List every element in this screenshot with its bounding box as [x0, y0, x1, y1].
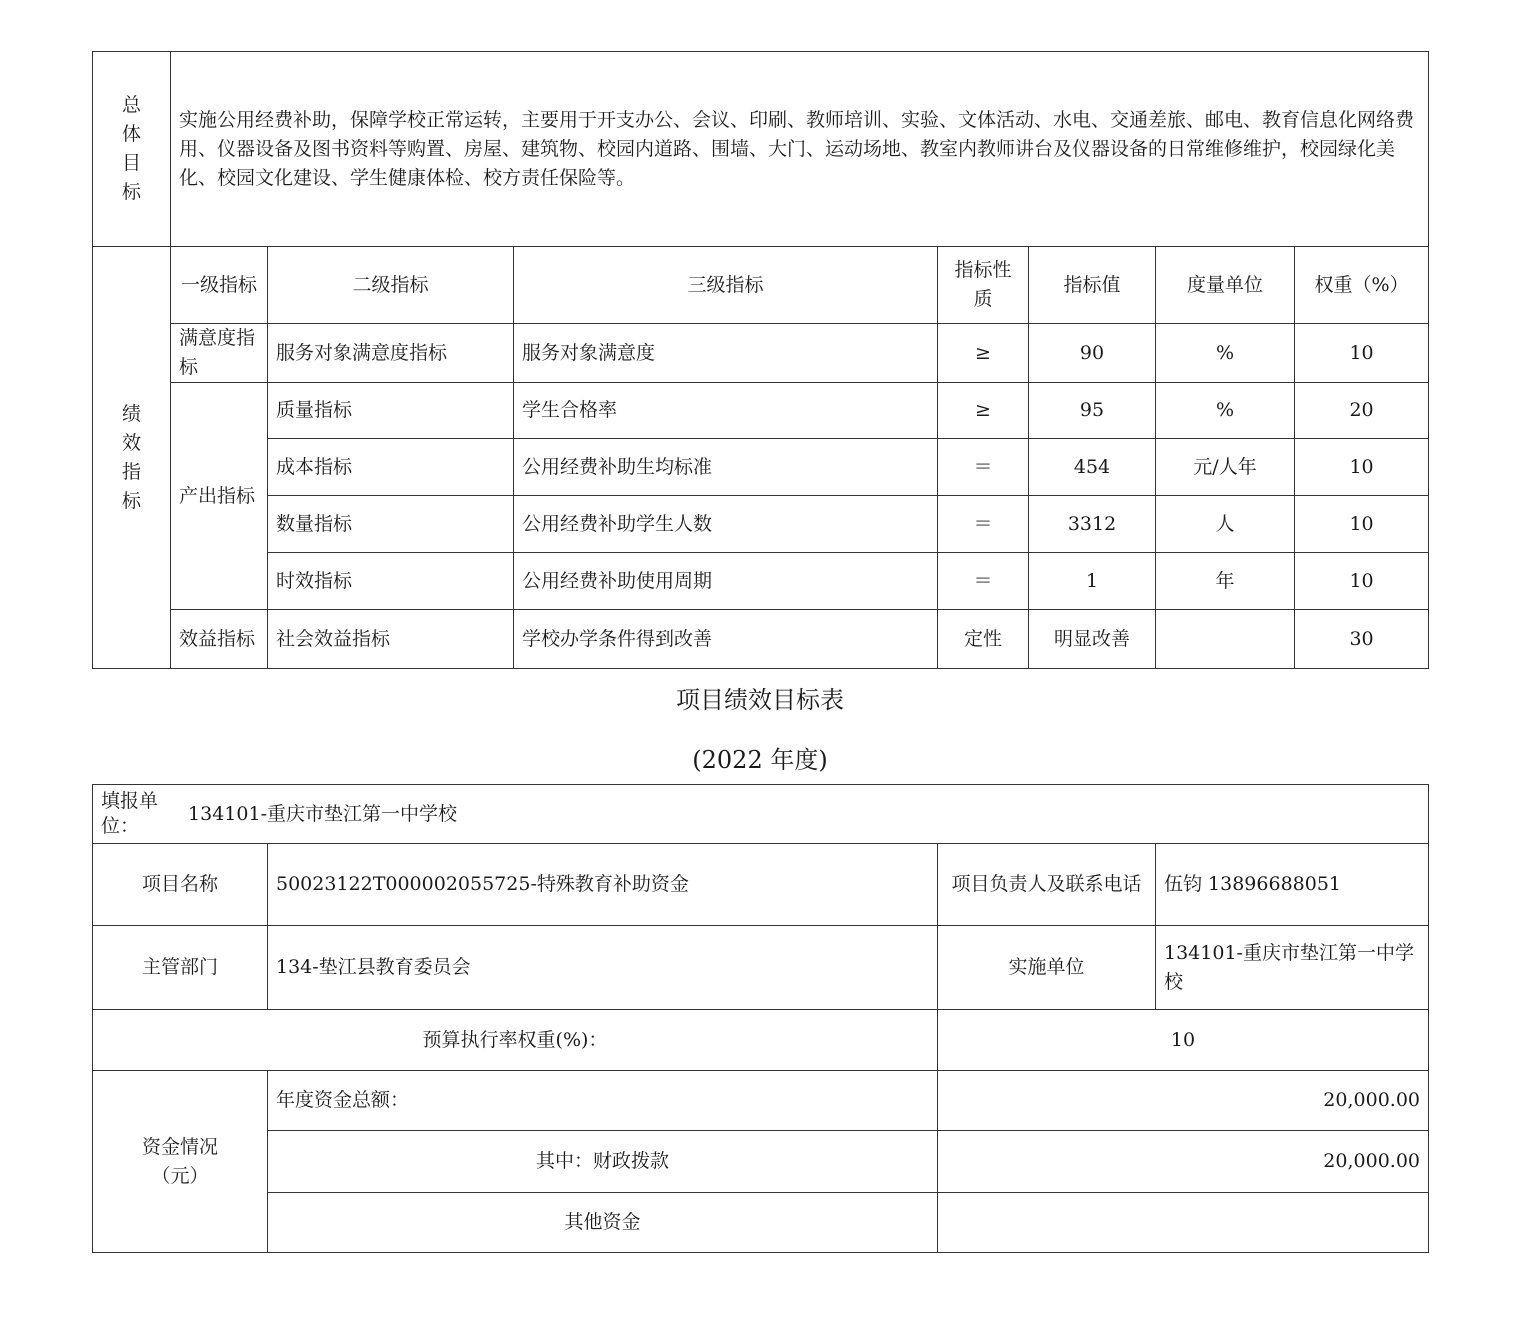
annual-total-value: 20,000.00: [938, 1071, 1429, 1131]
reporter-value: 134101-重庆市垫江第一中学校: [188, 802, 457, 825]
manager-value: 伍钧 13896688051: [1156, 844, 1429, 926]
unit-cell: 人: [1156, 496, 1295, 553]
table-row: [93, 439, 1429, 496]
impl-label: 实施单位: [938, 926, 1156, 1010]
weight-cell: 10: [1295, 439, 1429, 496]
annual-total-label: 年度资金总额：: [268, 1071, 938, 1131]
project-name-value: 50023122T000002055725-特殊教育补助资金: [268, 844, 938, 926]
header-unit: 度量单位: [1156, 247, 1295, 324]
form-title: 项目绩效目标表: [676, 686, 844, 714]
level3-cell: 公用经费补助使用周期: [514, 553, 938, 610]
value-cell: 95: [1029, 383, 1156, 439]
table-row: [93, 496, 1429, 553]
manager-label: 项目负责人及联系电话: [938, 844, 1156, 926]
impl-value: 134101-重庆市垫江第一中学校: [1156, 926, 1429, 1010]
weight-cell: 30: [1295, 610, 1429, 669]
unit-cell: [1156, 610, 1295, 669]
level3-cell: 公用经费补助生均标准: [514, 439, 938, 496]
level2-cell: 时效指标: [268, 553, 514, 610]
other-funds-value: [938, 1193, 1429, 1253]
unit-cell: %: [1156, 324, 1295, 383]
reporter-label: 填报单位：: [101, 790, 159, 837]
unit-cell: 元/人年: [1156, 439, 1295, 496]
header-weight: 权重（%）: [1295, 247, 1429, 324]
indicators-label: 绩效指标: [93, 247, 171, 669]
weight-cell: 10: [1295, 324, 1429, 383]
dept-value: 134-垫江县教育委员会: [268, 926, 938, 1010]
form-year: (2022 年度): [692, 746, 828, 774]
header-level1: 一级指标: [171, 247, 268, 324]
weight-cell: 10: [1295, 496, 1429, 553]
nature-cell: ＝: [938, 439, 1029, 496]
weight-cell: 20: [1295, 383, 1429, 439]
header-value: 指标值: [1029, 247, 1156, 324]
nature-cell: ＝: [938, 496, 1029, 553]
fiscal-value: 20,000.00: [938, 1131, 1429, 1193]
header-level2: 二级指标: [268, 247, 514, 324]
header-nature: 指标性质: [938, 247, 1029, 324]
nature-cell: ≥: [938, 324, 1029, 383]
level2-cell: 服务对象满意度指标: [268, 324, 514, 383]
unit-cell: 年: [1156, 553, 1295, 610]
funds-label: 资金情况（元）: [93, 1071, 268, 1253]
level2-cell: 成本指标: [268, 439, 514, 496]
value-cell: 90: [1029, 324, 1156, 383]
level2-cell: 质量指标: [268, 383, 514, 439]
nature-cell: 定性: [938, 610, 1029, 669]
performance-indicator-table: [92, 51, 1429, 669]
level2-cell: 社会效益指标: [268, 610, 514, 669]
level1-output: 产出指标: [171, 383, 268, 610]
table-row: [93, 383, 1429, 439]
value-cell: 1: [1029, 553, 1156, 610]
level3-cell: 学生合格率: [514, 383, 938, 439]
project-name-label: 项目名称: [93, 844, 268, 926]
nature-cell: ＝: [938, 553, 1029, 610]
budget-rate-label: 预算执行率权重(%)：: [93, 1010, 938, 1071]
level2-cell: 数量指标: [268, 496, 514, 553]
table-row: [93, 553, 1429, 610]
budget-rate-value: 10: [938, 1010, 1429, 1071]
overall-goal-label: 总体目标: [93, 52, 171, 247]
unit-cell: %: [1156, 383, 1295, 439]
value-cell: 明显改善: [1029, 610, 1156, 669]
value-cell: 3312: [1029, 496, 1156, 553]
dept-label: 主管部门: [93, 926, 268, 1010]
nature-cell: ≥: [938, 383, 1029, 439]
level1-benefit: 效益指标: [171, 610, 268, 669]
level3-cell: 学校办学条件得到改善: [514, 610, 938, 669]
overall-goal-text: 实施公用经费补助，保障学校正常运转，主要用于开支办公、会议、印刷、教师培训、实验、文体活动、水电、交通差旅、邮电、教育信息化网络费用、仪器设备及图书资料等购置、房屋、建筑物、校园内道路、围墙、大门、运动场地、教室内教师讲台及仪器设备的日常维修维护，校园绿化美化、校园文化建设、学生健康体检、校方责任保险等。: [171, 52, 1429, 247]
header-level3: 三级指标: [514, 247, 938, 324]
table-row: [93, 324, 1429, 383]
level3-cell: 服务对象满意度: [514, 324, 938, 383]
project-info-table: [92, 784, 1429, 1253]
weight-cell: 10: [1295, 553, 1429, 610]
other-funds-label: 其他资金: [268, 1193, 938, 1253]
reporter-row: [93, 785, 1429, 844]
level1-satisfaction: 满意度指标: [171, 324, 268, 383]
table-row: [93, 610, 1429, 669]
fiscal-label: 其中：财政拨款: [268, 1131, 938, 1193]
value-cell: 454: [1029, 439, 1156, 496]
level3-cell: 公用经费补助学生人数: [514, 496, 938, 553]
